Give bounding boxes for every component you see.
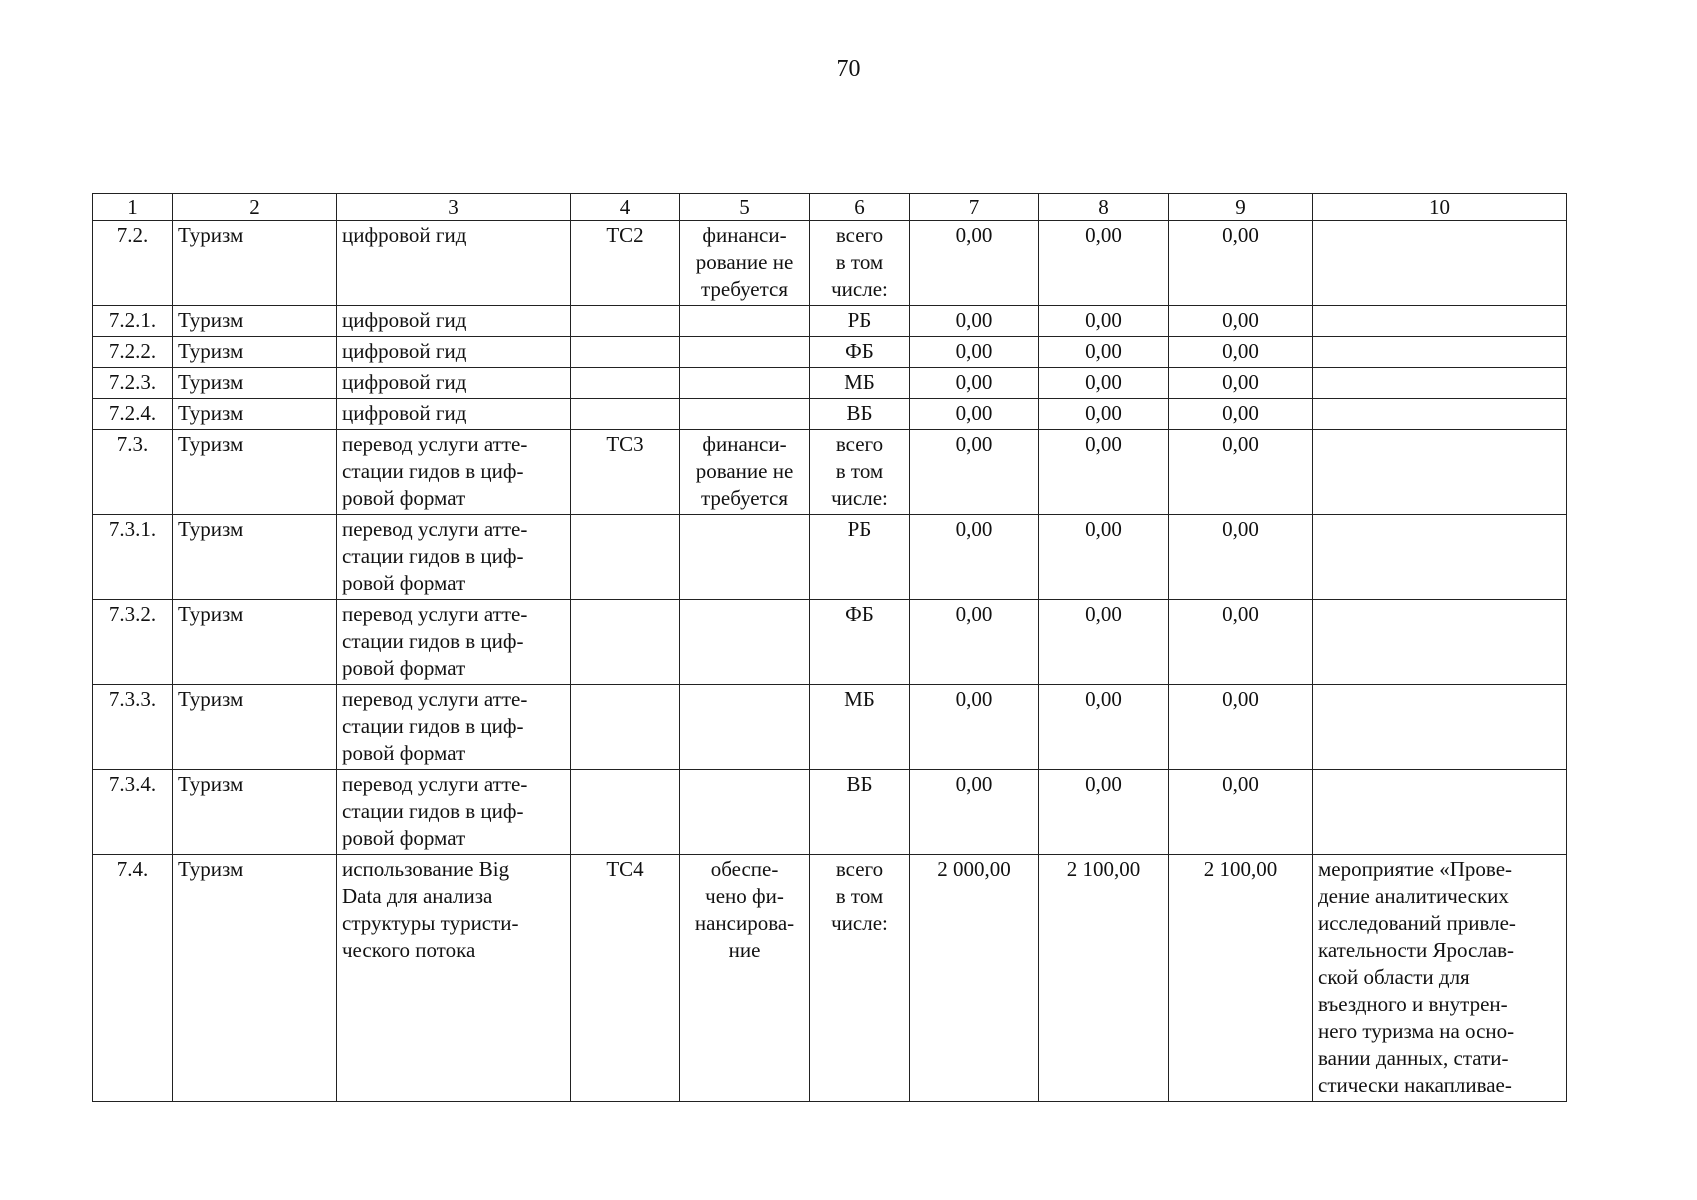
cell-status — [680, 368, 810, 399]
header-cell: 4 — [571, 194, 680, 221]
cell-value-8: 0,00 — [1039, 337, 1169, 368]
cell-status — [680, 399, 810, 430]
cell-value-8: 0,00 — [1039, 515, 1169, 600]
cell-number: 7.3.1. — [93, 515, 173, 600]
cell-value-8: 0,00 — [1039, 430, 1169, 515]
cell-number: 7.3.3. — [93, 685, 173, 770]
cell-number: 7.3.2. — [93, 600, 173, 685]
cell-status: финанси- рование не требуется — [680, 221, 810, 306]
cell-name: цифровой гид — [337, 399, 571, 430]
cell-value-9: 0,00 — [1169, 600, 1313, 685]
cell-name: перевод услуги атте- стации гидов в циф- ровой формат — [337, 770, 571, 855]
table-row — [93, 600, 1567, 685]
cell-status — [680, 337, 810, 368]
cell-source: ФБ — [810, 337, 910, 368]
table-row — [93, 855, 1567, 1102]
cell-source: МБ — [810, 685, 910, 770]
table-row — [93, 306, 1567, 337]
cell-value-7: 0,00 — [910, 600, 1039, 685]
cell-value-9: 0,00 — [1169, 306, 1313, 337]
cell-number: 7.2. — [93, 221, 173, 306]
cell-code — [571, 770, 680, 855]
cell-value-8: 2 100,00 — [1039, 855, 1169, 1102]
cell-name: использование Big Data для анализа структуры туристи- ческого потока — [337, 855, 571, 1102]
header-cell: 6 — [810, 194, 910, 221]
cell-note — [1313, 306, 1567, 337]
cell-value-7: 0,00 — [910, 306, 1039, 337]
cell-value-8: 0,00 — [1039, 306, 1169, 337]
cell-code — [571, 685, 680, 770]
cell-status: обеспе- чено фи- нансирова- ние — [680, 855, 810, 1102]
cell-note — [1313, 515, 1567, 600]
cell-sector: Туризм — [173, 430, 337, 515]
cell-value-7: 0,00 — [910, 770, 1039, 855]
cell-value-7: 0,00 — [910, 399, 1039, 430]
cell-name: перевод услуги атте- стации гидов в циф- ровой формат — [337, 600, 571, 685]
cell-value-7: 0,00 — [910, 368, 1039, 399]
cell-status — [680, 306, 810, 337]
cell-name: перевод услуги атте- стации гидов в циф- ровой формат — [337, 430, 571, 515]
cell-value-9: 0,00 — [1169, 221, 1313, 306]
cell-sector: Туризм — [173, 399, 337, 430]
cell-code: ТС3 — [571, 430, 680, 515]
cell-sector: Туризм — [173, 600, 337, 685]
cell-source: ВБ — [810, 770, 910, 855]
cell-status — [680, 515, 810, 600]
cell-value-7: 2 000,00 — [910, 855, 1039, 1102]
cell-value-8: 0,00 — [1039, 368, 1169, 399]
cell-sector: Туризм — [173, 770, 337, 855]
cell-name: перевод услуги атте- стации гидов в циф- ровой формат — [337, 515, 571, 600]
cell-code: ТС4 — [571, 855, 680, 1102]
cell-value-9: 2 100,00 — [1169, 855, 1313, 1102]
cell-status — [680, 685, 810, 770]
header-row — [93, 194, 1567, 221]
cell-note — [1313, 368, 1567, 399]
budget-table — [92, 193, 1567, 1102]
cell-sector: Туризм — [173, 855, 337, 1102]
cell-source: всего в том числе: — [810, 855, 910, 1102]
cell-value-9: 0,00 — [1169, 337, 1313, 368]
cell-name: цифровой гид — [337, 368, 571, 399]
cell-note — [1313, 430, 1567, 515]
cell-code — [571, 600, 680, 685]
cell-source: РБ — [810, 306, 910, 337]
table-row — [93, 685, 1567, 770]
cell-value-7: 0,00 — [910, 430, 1039, 515]
cell-source: ФБ — [810, 600, 910, 685]
cell-value-7: 0,00 — [910, 337, 1039, 368]
cell-value-9: 0,00 — [1169, 770, 1313, 855]
cell-name: цифровой гид — [337, 221, 571, 306]
cell-number: 7.2.2. — [93, 337, 173, 368]
cell-value-9: 0,00 — [1169, 685, 1313, 770]
cell-number: 7.2.3. — [93, 368, 173, 399]
cell-value-9: 0,00 — [1169, 430, 1313, 515]
cell-value-8: 0,00 — [1039, 221, 1169, 306]
cell-value-8: 0,00 — [1039, 770, 1169, 855]
cell-sector: Туризм — [173, 221, 337, 306]
cell-number: 7.2.1. — [93, 306, 173, 337]
cell-value-8: 0,00 — [1039, 685, 1169, 770]
cell-sector: Туризм — [173, 337, 337, 368]
cell-note — [1313, 221, 1567, 306]
cell-code — [571, 515, 680, 600]
header-cell: 2 — [173, 194, 337, 221]
header-cell: 1 — [93, 194, 173, 221]
cell-number: 7.2.4. — [93, 399, 173, 430]
cell-code — [571, 399, 680, 430]
table-row — [93, 337, 1567, 368]
cell-value-7: 0,00 — [910, 685, 1039, 770]
cell-note — [1313, 399, 1567, 430]
cell-status — [680, 600, 810, 685]
cell-number: 7.3.4. — [93, 770, 173, 855]
cell-code — [571, 306, 680, 337]
header-cell: 8 — [1039, 194, 1169, 221]
cell-number: 7.4. — [93, 855, 173, 1102]
header-cell: 10 — [1313, 194, 1567, 221]
cell-value-8: 0,00 — [1039, 600, 1169, 685]
header-cell: 3 — [337, 194, 571, 221]
cell-sector: Туризм — [173, 685, 337, 770]
cell-source: всего в том числе: — [810, 430, 910, 515]
cell-status — [680, 770, 810, 855]
cell-note — [1313, 685, 1567, 770]
cell-value-9: 0,00 — [1169, 515, 1313, 600]
table-row — [93, 368, 1567, 399]
cell-name: цифровой гид — [337, 306, 571, 337]
cell-sector: Туризм — [173, 306, 337, 337]
table-row — [93, 770, 1567, 855]
table-row — [93, 430, 1567, 515]
cell-name: перевод услуги атте- стации гидов в циф- ровой формат — [337, 685, 571, 770]
cell-code — [571, 337, 680, 368]
cell-name: цифровой гид — [337, 337, 571, 368]
cell-source: РБ — [810, 515, 910, 600]
cell-value-7: 0,00 — [910, 515, 1039, 600]
header-cell: 5 — [680, 194, 810, 221]
cell-source: МБ — [810, 368, 910, 399]
cell-code: ТС2 — [571, 221, 680, 306]
cell-note: мероприятие «Прове- дение аналитических исследований привле- кательности Ярослав- ской области для въездного и внутрен- него туризма на осно- вании данных, стати- стически накапливае- — [1313, 855, 1567, 1102]
cell-value-9: 0,00 — [1169, 399, 1313, 430]
cell-value-7: 0,00 — [910, 221, 1039, 306]
cell-source: ВБ — [810, 399, 910, 430]
cell-note — [1313, 337, 1567, 368]
cell-status: финанси- рование не требуется — [680, 430, 810, 515]
page-number: 70 — [836, 56, 861, 82]
cell-sector: Туризм — [173, 368, 337, 399]
table-row — [93, 515, 1567, 600]
header-cell: 7 — [910, 194, 1039, 221]
cell-number: 7.3. — [93, 430, 173, 515]
cell-value-8: 0,00 — [1039, 399, 1169, 430]
table-row — [93, 221, 1567, 306]
cell-source: всего в том числе: — [810, 221, 910, 306]
cell-note — [1313, 600, 1567, 685]
cell-code — [571, 368, 680, 399]
header-cell: 9 — [1169, 194, 1313, 221]
table-row — [93, 399, 1567, 430]
cell-value-9: 0,00 — [1169, 368, 1313, 399]
cell-sector: Туризм — [173, 515, 337, 600]
cell-note — [1313, 770, 1567, 855]
